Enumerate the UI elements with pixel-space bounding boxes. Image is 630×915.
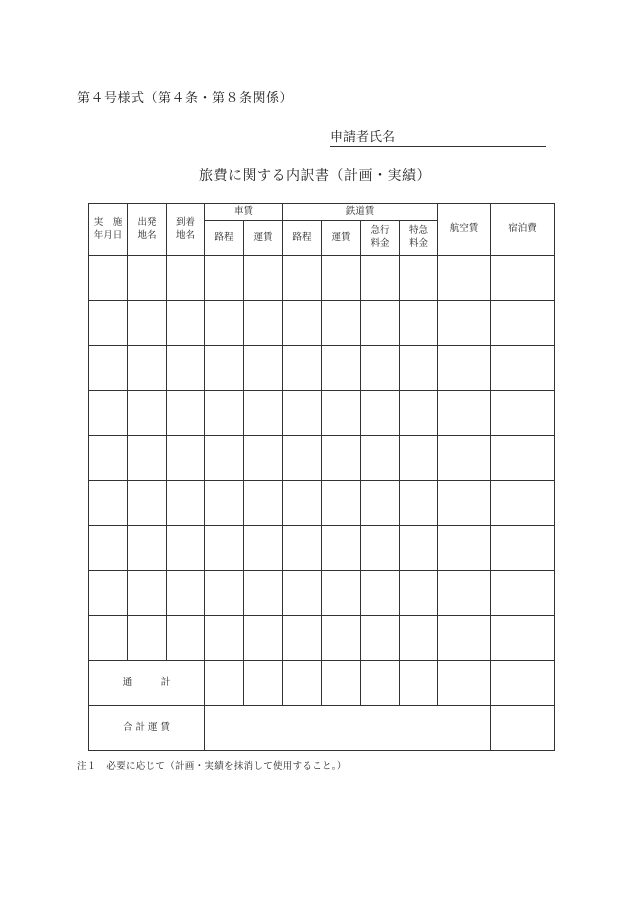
header-date xyxy=(89,204,128,256)
header-date-line1: 実 施 xyxy=(93,216,123,228)
grand-total-fare-cell[interactable] xyxy=(205,706,491,751)
table-row xyxy=(89,616,555,661)
entry-cell[interactable] xyxy=(167,481,205,526)
footnote: 注１ 必要に応じて（計画・実績を抹消して使用すること。） xyxy=(77,761,347,772)
header-car-route: 路程 xyxy=(205,221,244,256)
entry-cell[interactable] xyxy=(205,301,244,346)
entry-cell[interactable] xyxy=(400,526,438,571)
entry-cell[interactable] xyxy=(128,391,167,436)
entry-cell[interactable] xyxy=(283,616,322,661)
entry-cell[interactable] xyxy=(438,481,491,526)
entry-cell[interactable] xyxy=(322,301,361,346)
entry-cell[interactable] xyxy=(400,256,438,301)
entry-cell[interactable] xyxy=(244,526,283,571)
entry-cell[interactable] xyxy=(128,346,167,391)
entry-cell[interactable] xyxy=(438,346,491,391)
subtotal-label: 通 計 xyxy=(89,661,205,706)
entry-cell[interactable] xyxy=(361,301,400,346)
header-express-line1: 急行 xyxy=(370,225,390,237)
entry-cell[interactable] xyxy=(89,571,128,616)
entry-cell[interactable] xyxy=(322,481,361,526)
applicant-name-field[interactable] xyxy=(330,126,546,147)
table-row xyxy=(89,391,555,436)
entry-cell[interactable] xyxy=(244,616,283,661)
entry-cell[interactable] xyxy=(244,436,283,481)
entry-cell[interactable] xyxy=(491,616,555,661)
header-arrival xyxy=(167,204,205,256)
entry-cell[interactable] xyxy=(400,346,438,391)
header-rail-fare: 鉄道賃 xyxy=(283,204,438,221)
subtotal-cell[interactable] xyxy=(400,661,438,706)
document-title: 旅費に関する内訳書（計画・実績） xyxy=(199,168,431,184)
header-limited-express-line1: 特急 xyxy=(409,225,429,237)
header-arrival-line2: 地名 xyxy=(175,229,195,241)
table-row xyxy=(89,346,555,391)
entry-cell[interactable] xyxy=(283,256,322,301)
header-express-fee xyxy=(361,221,400,256)
entry-cell[interactable] xyxy=(205,436,244,481)
entry-cell[interactable] xyxy=(322,436,361,481)
entry-cell[interactable] xyxy=(167,616,205,661)
entry-cell[interactable] xyxy=(244,481,283,526)
table-row xyxy=(89,526,555,571)
entry-cell[interactable] xyxy=(400,616,438,661)
entry-cell[interactable] xyxy=(438,256,491,301)
entry-cell[interactable] xyxy=(89,526,128,571)
entry-cell[interactable] xyxy=(89,256,128,301)
entry-cell[interactable] xyxy=(491,571,555,616)
header-car-fare: 車賃 xyxy=(205,204,283,221)
table-row xyxy=(89,481,555,526)
entry-cell[interactable] xyxy=(438,436,491,481)
entry-cell[interactable] xyxy=(128,616,167,661)
table-row xyxy=(89,436,555,481)
entry-cell[interactable] xyxy=(128,256,167,301)
header-arrival-line1: 到着 xyxy=(175,216,195,228)
entry-cell[interactable] xyxy=(283,301,322,346)
entry-cell[interactable] xyxy=(400,301,438,346)
subtotal-cell[interactable] xyxy=(361,661,400,706)
entry-cell[interactable] xyxy=(322,346,361,391)
entry-cell[interactable] xyxy=(361,616,400,661)
entry-cell[interactable] xyxy=(438,571,491,616)
entry-cell[interactable] xyxy=(322,571,361,616)
entry-cell[interactable] xyxy=(361,481,400,526)
header-departure-line2: 地名 xyxy=(137,229,157,241)
entry-cell[interactable] xyxy=(128,526,167,571)
entry-cell[interactable] xyxy=(361,526,400,571)
header-rail-fare-amount: 運賃 xyxy=(322,221,361,256)
entry-cell[interactable] xyxy=(89,616,128,661)
entry-cell[interactable] xyxy=(167,391,205,436)
entry-cell[interactable] xyxy=(167,436,205,481)
subtotal-cell[interactable] xyxy=(205,661,244,706)
entry-cell[interactable] xyxy=(283,481,322,526)
entry-cell[interactable] xyxy=(491,481,555,526)
entry-cell[interactable] xyxy=(400,481,438,526)
subtotal-cell[interactable] xyxy=(283,661,322,706)
entry-cell[interactable] xyxy=(361,571,400,616)
entry-cell[interactable] xyxy=(89,391,128,436)
entry-cell[interactable] xyxy=(491,526,555,571)
entry-cell[interactable] xyxy=(205,346,244,391)
entry-cell[interactable] xyxy=(167,301,205,346)
header-departure-line1: 出発 xyxy=(137,216,157,228)
entry-cell[interactable] xyxy=(361,256,400,301)
table-row xyxy=(89,571,555,616)
entry-cell[interactable] xyxy=(322,616,361,661)
entry-cell[interactable] xyxy=(283,346,322,391)
form-number: 第４号様式（第４条・第８条関係） xyxy=(77,91,294,106)
entry-cell[interactable] xyxy=(438,526,491,571)
entry-cell[interactable] xyxy=(491,256,555,301)
entry-cell[interactable] xyxy=(167,346,205,391)
entry-cell[interactable] xyxy=(322,391,361,436)
entry-cell[interactable] xyxy=(244,391,283,436)
header-departure xyxy=(128,204,167,256)
subtotal-cell[interactable] xyxy=(491,661,555,706)
entry-cell[interactable] xyxy=(205,481,244,526)
applicant-name-label: 申請者氏名 xyxy=(330,130,396,145)
entry-cell[interactable] xyxy=(128,481,167,526)
entry-cell[interactable] xyxy=(361,391,400,436)
entry-cell[interactable] xyxy=(167,526,205,571)
table-row xyxy=(89,256,555,301)
entry-cell[interactable] xyxy=(322,526,361,571)
entry-cell[interactable] xyxy=(89,301,128,346)
subtotal-cell[interactable] xyxy=(322,661,361,706)
header-rail-route: 路程 xyxy=(283,221,322,256)
header-lodging: 宿泊費 xyxy=(491,204,555,256)
entry-cell[interactable] xyxy=(438,391,491,436)
entry-cell[interactable] xyxy=(205,616,244,661)
subtotal-cell[interactable] xyxy=(244,661,283,706)
entry-cell[interactable] xyxy=(322,256,361,301)
entry-cell[interactable] xyxy=(283,526,322,571)
entry-cell[interactable] xyxy=(128,436,167,481)
entry-cell[interactable] xyxy=(283,571,322,616)
grand-total-lodging-cell[interactable] xyxy=(491,706,555,751)
header-date-line2: 年月日 xyxy=(93,229,123,241)
entry-cell[interactable] xyxy=(361,346,400,391)
entry-cell[interactable] xyxy=(89,436,128,481)
entry-cell[interactable] xyxy=(400,391,438,436)
subtotal-cell[interactable] xyxy=(438,661,491,706)
entry-cell[interactable] xyxy=(89,346,128,391)
entry-cell[interactable] xyxy=(491,301,555,346)
entry-cell[interactable] xyxy=(491,436,555,481)
entry-cell[interactable] xyxy=(491,391,555,436)
expense-breakdown-table xyxy=(88,203,555,751)
header-air-fare: 航空賃 xyxy=(438,204,491,256)
entry-cell[interactable] xyxy=(283,391,322,436)
entry-cell[interactable] xyxy=(167,256,205,301)
entry-cell[interactable] xyxy=(128,301,167,346)
entry-cell[interactable] xyxy=(244,256,283,301)
header-car-fare-amount: 運賃 xyxy=(244,221,283,256)
entry-cell[interactable] xyxy=(283,436,322,481)
entry-cell[interactable] xyxy=(244,346,283,391)
entry-cell[interactable] xyxy=(244,571,283,616)
entry-cell[interactable] xyxy=(244,301,283,346)
header-limited-express-fee xyxy=(400,221,438,256)
grand-total-label: 合 計 運 賃 xyxy=(89,706,205,751)
table-row xyxy=(89,301,555,346)
entry-cell[interactable] xyxy=(205,526,244,571)
entry-cell[interactable] xyxy=(400,436,438,481)
entry-cell[interactable] xyxy=(491,346,555,391)
entry-cell[interactable] xyxy=(167,571,205,616)
entry-cell[interactable] xyxy=(205,571,244,616)
entry-cell[interactable] xyxy=(400,571,438,616)
header-limited-express-line2: 料金 xyxy=(409,238,429,249)
entry-cell[interactable] xyxy=(438,616,491,661)
entry-cell[interactable] xyxy=(205,391,244,436)
entry-cell[interactable] xyxy=(89,481,128,526)
entry-cell[interactable] xyxy=(128,571,167,616)
header-express-line2: 料金 xyxy=(370,238,390,249)
entry-cell[interactable] xyxy=(438,301,491,346)
entry-cell[interactable] xyxy=(361,436,400,481)
entry-cell[interactable] xyxy=(205,256,244,301)
